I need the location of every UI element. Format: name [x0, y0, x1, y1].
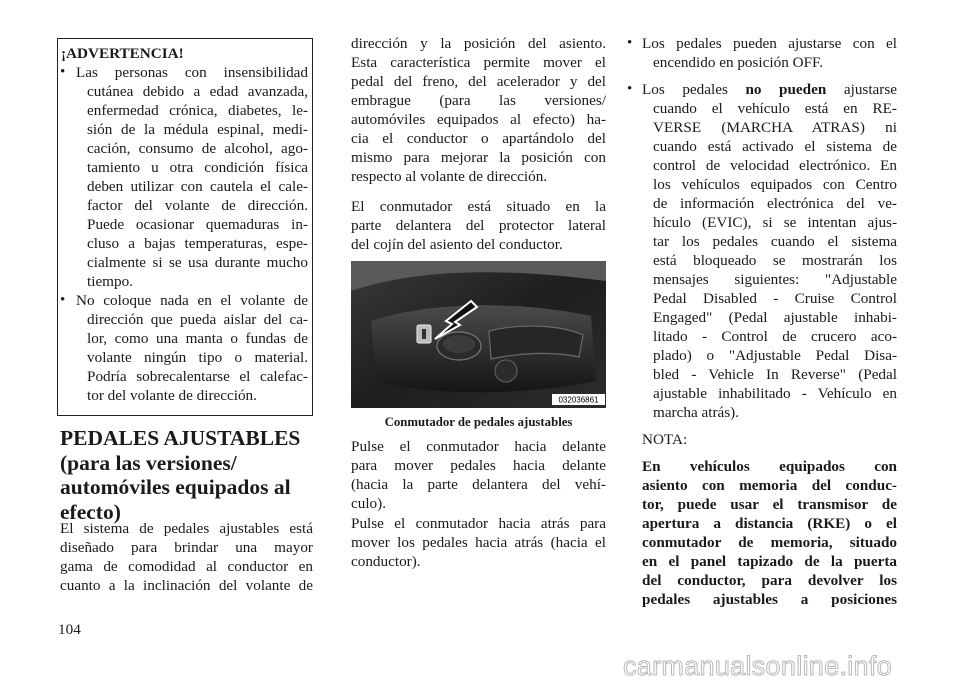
col2-para1-line: Esta característica permite mover el — [351, 54, 606, 71]
col2-para3-line: (hacia la parte delantera del vehí- — [351, 476, 606, 493]
intro-line: diseñado para brindar una mayor — [60, 539, 313, 556]
col2-para1-line: embrague (para las versiones/ — [351, 92, 606, 109]
bullet-dot: • — [60, 292, 66, 308]
figure-code: 032036861 — [558, 395, 599, 405]
heading-line: efecto) — [60, 499, 121, 524]
warning-bullet-line: Puede ocasionar quemaduras in- — [87, 216, 308, 233]
col3-bullet2-first-line — [642, 80, 897, 99]
col2-para1-line: respecto al volante de dirección. — [351, 168, 548, 185]
col2-para1-line: mismo para mejorar la posición con — [351, 149, 606, 166]
nota-label: NOTA: — [642, 431, 688, 448]
col3-bullet2-line: cuando el vehículo está en RE- — [653, 100, 897, 117]
col2-para1-line: cia el conductor o apartándolo del — [351, 130, 606, 147]
emphasis: no pueden — [745, 81, 827, 98]
col3-bullet2-line: plado) o "Adjustable Pedal Disa- — [653, 347, 897, 364]
col2-para1-line: automóviles equipados al efecto) ha- — [351, 111, 606, 128]
col3-bullet2-line: está bloqueado se mostrarán los — [653, 252, 897, 269]
col3-bullet2-line: marcha atrás). — [653, 404, 740, 421]
warning-bullet-line: Las personas con insensibilidad — [76, 64, 308, 81]
seat-switch-illustration — [351, 261, 606, 408]
col2-para3-line: Pulse el conmutador hacia delante — [351, 438, 606, 455]
warning-bullet-line: factor del volante de dirección. — [87, 197, 308, 214]
col2-para2-line: El conmutador está situado en la — [351, 198, 606, 215]
bullet-dot: • — [627, 35, 633, 51]
warning-bullet-line: deben utilizar con cautela el cale- — [87, 178, 308, 195]
nota-line: asiento con memoria del conduc- — [642, 477, 897, 494]
warning-bullet-line: Podría sobrecalentarse el calefac- — [87, 368, 308, 385]
intro-line: El sistema de pedales ajustables está — [60, 520, 313, 537]
col3-bullet2-line: litado - Control de crucero aco- — [653, 328, 897, 345]
nota-line: apertura a distancia (RKE) o el — [642, 515, 897, 532]
col2-para2-line: parte delantera del protector lateral — [351, 217, 606, 234]
warning-bullet-line: tamiento u otra condición física — [87, 159, 308, 176]
col3-bullet2-line: Pedal Disabled - Cruise Control — [653, 290, 897, 307]
bullet-dot: • — [60, 64, 66, 80]
warning-bullet-line: No coloque nada en el volante de — [76, 292, 308, 309]
section-heading — [60, 426, 320, 524]
warning-bullet-line: volante ningún tipo o material. — [87, 349, 308, 366]
nota-line: del conductor, para devolver los — [642, 572, 897, 589]
col3-bullet2-line: VERSE (MARCHA ATRAS) ni — [653, 119, 897, 136]
col2-para3-line: culo). — [351, 495, 387, 512]
figure-caption: Conmutador de pedales ajustables — [384, 415, 573, 429]
col3-bullet2-line: cuando está activado el sistema de — [653, 138, 897, 155]
warning-bullet-line: enfermedad crónica, diabetes, le- — [87, 102, 308, 119]
warning-title: ¡ADVERTENCIA! — [61, 45, 184, 62]
warning-bullet-line: tiempo. — [87, 273, 133, 290]
warning-bullet-line: cutánea debido a edad avanzada, — [87, 83, 308, 100]
warning-bullet-line: cación, consumo de alcohol, ago- — [87, 140, 308, 157]
heading-line: PEDALES AJUSTABLES — [60, 426, 301, 450]
warning-bullet-line: cluso a bajas temperaturas, espe- — [87, 235, 308, 252]
intro-line: cuanto a la inclinación del volante de — [60, 577, 313, 594]
heading-line: (para las versiones/ — [60, 450, 237, 475]
col2-para3-line: para mover pedales hacia delante — [351, 457, 606, 474]
col3-bullet2-line: Engaged" (Pedal ajustable inhabi- — [653, 309, 897, 326]
col2-para1-line: pedal del freno, del acelerador y del — [351, 73, 606, 90]
warning-bullet-line: sión de la médula espinal, medi- — [87, 121, 308, 138]
intro-line: gama de comodidad al conductor en — [60, 558, 313, 575]
col3-bullet2-line: tar los pedales cuando el sistema — [653, 233, 897, 250]
col3-bullet1-line: Los pedales pueden ajustarse con el — [642, 35, 897, 52]
warning-bullet-line: dirección que pueda aislar del ca- — [87, 311, 308, 328]
nota-line: pedales ajustables a posiciones — [642, 591, 897, 608]
heading-line: automóviles equipados al — [60, 475, 291, 499]
nota-line: tor, puede usar el transmisor de — [642, 496, 897, 513]
col3-bullet1-line: encendido en posición OFF. — [653, 54, 824, 71]
col3-bullet2-line: bled - Vehicle In Reverse" (Pedal — [653, 366, 897, 383]
nota-line: en el panel tapizado de la puerta — [642, 553, 897, 570]
nota-line: conmutador de memoria, situado — [642, 534, 897, 551]
col3-bullet2-line: hículo (EVIC), si se intentan ajus- — [653, 214, 897, 231]
col2-para1-line: dirección y la posición del asiento. — [351, 35, 606, 52]
watermark-logo: carmanualsonline.info — [623, 651, 892, 681]
col3-bullet2-line: control de velocidad electrónico. En — [653, 157, 897, 174]
bullet-dot: • — [627, 81, 633, 97]
col2-para4-line: mover los pedales hacia atrás (hacia el — [351, 534, 606, 551]
page-number: 104 — [58, 621, 81, 638]
text: ajustarse — [826, 81, 898, 98]
col3-bullet2-line: de información electrónica del ve- — [653, 195, 897, 212]
seat-switch-photo — [351, 261, 606, 408]
col3-bullet2-line: ajustable inhabilitado - Vehículo en — [653, 385, 897, 402]
col3-bullet2-line: los vehículos equipados con Centro — [653, 176, 897, 193]
col2-para4-line: conductor). — [351, 553, 421, 570]
warning-bullet-line: cialmente si se usa durante mucho — [87, 254, 308, 271]
col3-bullet2-line: mensajes siguientes: "Adjustable — [653, 271, 897, 288]
col2-para4-line: Pulse el conmutador hacia atrás para — [351, 515, 606, 532]
text: Los pedales — [642, 81, 746, 98]
warning-bullet-line: lor, como una manta o fundas de — [87, 330, 308, 347]
warning-bullet-line: tor del volante de dirección. — [87, 387, 257, 404]
col2-para2-line: del cojín del asiento del conductor. — [351, 236, 563, 253]
nota-line: En vehículos equipados con — [642, 458, 897, 475]
